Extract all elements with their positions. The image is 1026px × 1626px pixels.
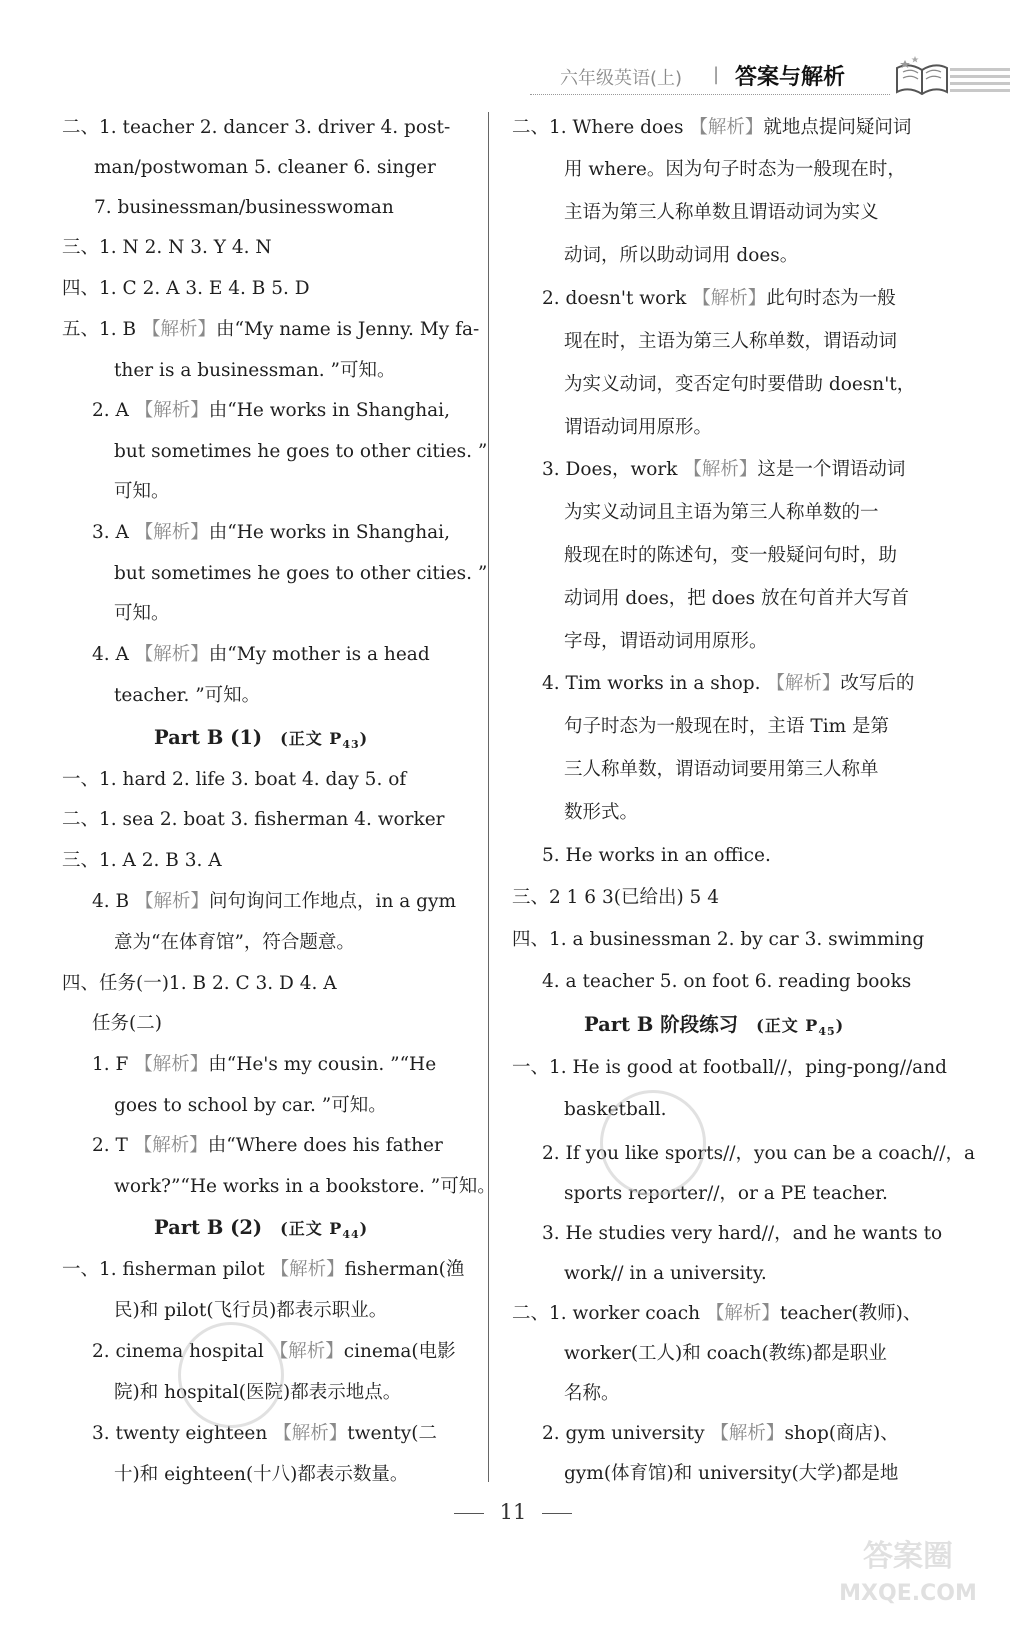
answer-line: 谓语动词用原形。 — [564, 417, 713, 438]
answer-line: worker(工人)和 coach(教练)都是职业 — [564, 1343, 887, 1364]
answer-line: 3. He studies very hard//，and he wants to — [542, 1223, 943, 1244]
answer-line: 二、1. worker coach 【解析】teacher(教师)、 — [512, 1303, 922, 1324]
answer-line: 2. gym university 【解析】shop(商店)、 — [542, 1423, 899, 1444]
answer-line: 四、1. a businessman 2. by car 3. swimming — [512, 929, 925, 950]
page-number: 11 — [0, 1500, 1026, 1524]
answer-line: 院)和 hospital(医院)都表示地点。 — [114, 1382, 402, 1403]
section-title: Part B (2) — [154, 1216, 263, 1239]
page-header — [520, 58, 990, 98]
section-heading — [154, 1216, 368, 1247]
page-ref: (正文 $P_{43}$) — [280, 729, 369, 752]
answer-line: 三、1. N 2. N 3. Y 4. N — [62, 237, 272, 258]
answer-line: 民)和 pilot(飞行员)都表示职业。 — [114, 1300, 388, 1321]
answer-line: 五、1. B 【解析】由“My name is Jenny. My fa- — [62, 319, 480, 340]
answer-line: 2. If you like sports//，you can be a coach//，a — [542, 1143, 975, 1164]
stamp-mark — [600, 1090, 706, 1196]
answer-line: 数形式。 — [564, 802, 639, 823]
column-divider — [488, 112, 489, 1482]
answer-line: 用 where。因为句子时态为一般现在时， — [564, 159, 906, 180]
answer-line: 7. businessman/businesswoman — [94, 197, 394, 218]
answer-line: 四、任务(一)1. B 2. C 3. D 4. A — [62, 973, 337, 994]
answer-line: 一、1. fisherman pilot 【解析】fisherman(渔 — [62, 1259, 465, 1280]
answer-line: gym(体育馆)和 university(大学)都是地 — [564, 1463, 899, 1484]
answer-line: 十)和 eighteen(十八)都表示数量。 — [114, 1464, 409, 1485]
answer-line: ther is a businessman. ”可知。 — [114, 360, 396, 381]
header-separator: | — [713, 64, 720, 85]
answer-line: 3. twenty eighteen 【解析】twenty(二 — [92, 1423, 437, 1444]
header-rule — [530, 94, 890, 95]
header-title: 答案与解析 — [735, 65, 846, 90]
stamp-mark — [178, 1322, 284, 1428]
answer-line: but sometimes he goes to other cities. ” — [114, 441, 488, 462]
section-title: Part B (1) — [154, 726, 263, 749]
answer-line: work?”“He works in a bookstore. ”可知。 — [114, 1176, 496, 1197]
answer-line: 1. F 【解析】由“He's my cousin. ”“He — [92, 1054, 437, 1075]
answer-line: 主语为第三人称单数且谓语动词为实义 — [564, 202, 879, 223]
answer-line: 2. A 【解析】由“He works in Shanghai, — [92, 400, 450, 421]
answer-line: 句子时态为一般现在时，主语 Tim 是第 — [564, 716, 890, 737]
answer-line: 4. Tim works in a shop. 【解析】改写后的 — [542, 673, 915, 694]
answer-line: 任务(二) — [92, 1013, 162, 1034]
section-heading — [584, 1013, 844, 1044]
svg-text:答案圈: 答案圈 — [863, 1539, 953, 1574]
answer-line: 4. B 【解析】问句询问工作地点，in a gym — [92, 891, 456, 912]
page-ref: (正文 $P_{44}$) — [280, 1219, 369, 1242]
answer-line: 字母，谓语动词用原形。 — [564, 631, 768, 652]
answer-line: 可知。 — [114, 603, 170, 624]
header-subtitle: 六年级英语(上) — [560, 68, 683, 89]
answer-line: 二、1. sea 2. boat 3. fisherman 4. worker — [62, 809, 445, 830]
answer-line: 三、1. A 2. B 3. A — [62, 850, 222, 871]
watermark-logo — [818, 1530, 998, 1610]
answer-line: but sometimes he goes to other cities. ” — [114, 563, 488, 584]
answer-line: 3. A 【解析】由“He works in Shanghai, — [92, 522, 450, 543]
page-ref: (正文 $P_{45}$) — [756, 1016, 845, 1039]
answer-line: 名称。 — [564, 1383, 620, 1404]
answer-line: goes to school by car. ”可知。 — [114, 1095, 387, 1116]
answer-line: 一、1. He is good at football//，ping-pong//and — [512, 1057, 947, 1078]
header-stripes — [950, 68, 1010, 96]
answer-line: 3. Does，work 【解析】这是一个谓语动词 — [542, 459, 906, 480]
answer-line: 动词用 does，把 does 放在句首并大写首 — [564, 588, 909, 609]
answer-line: 意为“在体育馆”，符合题意。 — [114, 932, 355, 953]
book-icon — [893, 54, 951, 96]
answer-line: 为实义动词，变否定句时要借助 doesn't， — [564, 374, 916, 395]
answer-line: 2. T 【解析】由“Where does his father — [92, 1135, 443, 1156]
answer-line: 4. A 【解析】由“My mother is a head — [92, 644, 430, 665]
answer-line: 二、1. Where does 【解析】就地点提问疑问词 — [512, 117, 912, 138]
answer-line: 4. a teacher 5. on foot 6. reading books — [542, 971, 912, 992]
answer-line: 2. cinema hospital 【解析】cinema(电影 — [92, 1341, 456, 1362]
section-title: Part B 阶段练习 — [584, 1013, 739, 1036]
answer-line: 现在时，主语为第三人称单数，谓语动词 — [564, 331, 898, 352]
answer-line: 二、1. teacher 2. dancer 3. driver 4. post- — [62, 117, 451, 138]
answer-line: work// in a university. — [564, 1263, 767, 1284]
svg-text:MXQE.COM: MXQE.COM — [839, 1581, 977, 1606]
section-heading — [154, 726, 368, 757]
answer-line: sports reporter//，or a PE teacher. — [564, 1183, 888, 1204]
answer-line: 三人称单数，谓语动词要用第三人称单 — [564, 759, 879, 780]
answer-line: basketball. — [564, 1099, 667, 1120]
answer-line: 般现在时的陈述句，变一般疑问句时，助 — [564, 545, 898, 566]
answer-line: 四、1. C 2. A 3. E 4. B 5. D — [62, 278, 310, 299]
answer-line: teacher. ”可知。 — [114, 685, 261, 706]
answer-line: 可知。 — [114, 481, 170, 502]
answer-line: 为实义动词且主语为第三人称单数的一 — [564, 502, 879, 523]
answer-line: 三、2 1 6 3(已给出) 5 4 — [512, 887, 719, 908]
answer-line: 一、1. hard 2. life 3. boat 4. day 5. of — [62, 769, 407, 790]
answer-line: 5. He works in an office. — [542, 845, 771, 866]
answer-line: man/postwoman 5. cleaner 6. singer — [94, 157, 436, 178]
answer-line: 2. doesn't work 【解析】此句时态为一般 — [542, 288, 896, 309]
answer-line: 动词，所以助动词用 does。 — [564, 245, 799, 266]
